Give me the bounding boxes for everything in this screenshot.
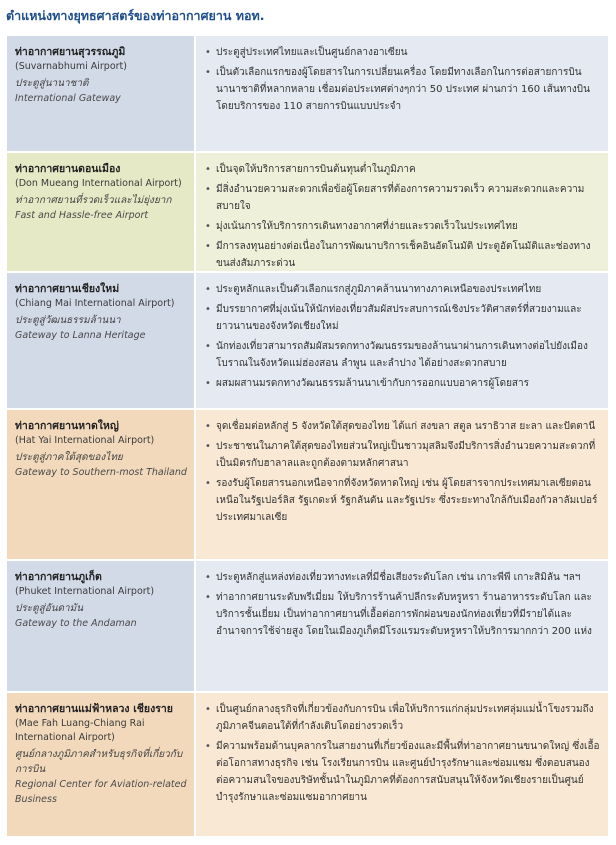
list-item: • มีบรรยากาศที่มุ่งเน้นให้นักท่องเที่ยวสัมผัสประสบการณ์เชิงประวัติศาสตร์ที่สวยงามและยาวนานของจังหวัดเชียงใหม่	[202, 301, 600, 335]
description-cell	[196, 273, 608, 408]
airport-name-th: ท่าอากาศยานภูเก็ต	[15, 571, 102, 583]
description-cell	[196, 153, 608, 271]
list-item: • มุ่งเน้นการให้บริการการเดินทางอากาศที่ง่ายและรวดเร็วในประเทศไทย	[202, 218, 600, 235]
airport-name-en: (Phuket International Airport)	[15, 586, 155, 597]
list-item: • มีความพร้อมด้านบุคลากรในสายงานที่เกี่ยวข้องและมีพื้นที่ท่าอากาศยานขนาดใหญ่ ซึ่งเอื้อต่อโอกาสทางธุรกิจ เช่น โรงเรียนการบิน และศูนย์บำรุงรักษาและซ่อมแซม ซึ่งตอบสนองต่อความสนใจของบริษัทชั้นนำในภูมิภาคที่ต้องการสนับสนุนให้จังหวัดเชียงรายเป็นศูนย์บำรุงรักษาและซ่อมแซมอากาศยาน	[202, 738, 600, 806]
table-row-phuket	[7, 561, 608, 693]
list-item: • เป็นตัวเลือกแรกของผู้โดยสารในการเปลี่ยนเครื่อง โดยมีทางเลือกในการต่อสายการบินนานาชาติที่หลากหลาย เชื่อมต่อประเทศต่างๆกว่า 50 ประเทศ ผ่านกว่า 160 เส้นทางบิน โดยบริการของ 110 สายการบินแบบประจำ	[202, 64, 600, 115]
list-item: • ประชาชนในภาคใต้สุดของไทยส่วนใหญ่เป็นชาวมุสลิมจึงมีบริการสิ่งอำนวยความสะดวกที่เป็นมิตรกับฮาลาลและถูกต้องตามหลักศาสนา	[202, 438, 600, 472]
list-item: • มีสิ่งอำนวยความสะดวกเพื่อข้อผู้โดยสารที่ต้องการความรวดเร็ว ความสะดวกและความสบายใจ	[202, 181, 600, 215]
list-item: • ผสมผสานมรดกทางวัฒนธรรมล้านนาเข้ากับการออกแบบอาคารผู้โดยสาร	[202, 375, 600, 392]
page-title: ตำแหน่งทางยุทธศาสตร์ของท่าอากาศยาน ทอท.	[6, 8, 265, 23]
list-item: • ประตูหลักสู่แหล่งท่องเที่ยวทางทะเลที่มีชื่อเสียงระดับโลก เช่น เกาะพีพี เกาะสิมิลัน ฯลฯ	[202, 569, 600, 586]
table-row-suvarnabhumi	[7, 36, 608, 153]
airport-table	[7, 34, 608, 838]
table-row-hat-yai	[7, 410, 608, 561]
list-item: • เป็นศูนย์กลางธุรกิจที่เกี่ยวข้องกับการบิน เพื่อให้บริการแก่กลุ่มประเทศลุ่มแม่น้ำโขงรวมถึงภูมิภาคจีนตอนใต้ที่กำลังเติบโตอย่างรวดเร็ว	[202, 701, 600, 735]
airport-name-en: (Mae Fah Luang-Chiang Rai International Airport)	[15, 718, 145, 743]
gateway-en: Gateway to Southern-most Thailand	[15, 467, 187, 478]
gateway-en: Gateway to the Andaman	[15, 618, 137, 629]
gateway-en: Gateway to Lanna Heritage	[15, 330, 146, 341]
airport-name-th: ท่าอากาศยานหาดใหญ่	[15, 420, 119, 432]
airport-name-th: ท่าอากาศยานสุวรรณภูมิ	[15, 46, 126, 58]
gateway-th: ประตูสู่อันดามัน	[15, 603, 84, 614]
table-row-don-mueang	[7, 153, 608, 273]
table-row-chiang-mai	[7, 273, 608, 410]
airport-cell	[7, 36, 196, 151]
airport-name-en: (Hat Yai International Airport)	[15, 435, 155, 446]
list-item: • รองรับผู้โดยสารนอกเหนือจากที่จังหวัดหาดใหญ่ เช่น ผู้โดยสารจากประเทศมาเลเซียตอนเหนือในรัฐเปอร์ลิส รัฐเกดะห์ รัฐกลันตัน และรัฐเประ ซึ่งระยะทางใกล้กับเมืองกัวลาลัมเปอร์ ประเทศมาเลเซีย	[202, 475, 600, 526]
airport-name-th: ท่าอากาศยานแม่ฟ้าหลวง เชียงราย	[15, 703, 173, 715]
airport-cell	[7, 410, 196, 559]
airport-cell	[7, 273, 196, 408]
gateway-th: ประตูสู่ภาคใต้สุดของไทย	[15, 452, 123, 463]
airport-name-en: (Don Mueang International Airport)	[15, 178, 182, 189]
list-item: • นักท่องเที่ยวสามารถสัมผัสมรดกทางวัฒนธรรมของล้านนาผ่านการเดินทางต่อไปยังเมืองโบราณในจังหวัดแม่ฮ่องสอน ลำพูน และลำปาง ได้อย่างสะดวกสบาย	[202, 338, 600, 372]
airport-cell	[7, 561, 196, 691]
list-item: • เป็นจุดให้บริการสายการบินต้นทุนต่ำในภูมิภาค	[202, 161, 600, 178]
gateway-en: International Gateway	[15, 93, 121, 104]
airport-name-th: ท่าอากาศยานดอนเมือง	[15, 163, 121, 175]
description-cell	[196, 410, 608, 559]
description-cell	[196, 36, 608, 151]
table-row-chiang-rai	[7, 693, 608, 838]
gateway-en: Fast and Hassle-free Airport	[15, 210, 149, 221]
list-item: • ประตูสู่ประเทศไทยและเป็นศูนย์กลางอาเซียน	[202, 44, 600, 61]
airport-cell	[7, 693, 196, 836]
airport-name-th: ท่าอากาศยานเชียงใหม่	[15, 283, 120, 295]
gateway-th: ประตูสู่นานาชาติ	[15, 78, 89, 89]
list-item: • มีการลงทุนอย่างต่อเนื่องในการพัฒนาบริการเช็คอินอัตโนมัติ ประตูอัตโนมัติและช่องทางขนส่งสัมภาระด่วน	[202, 238, 600, 272]
description-cell	[196, 561, 608, 691]
gateway-en: Regional Center for Aviation-related Business	[15, 779, 187, 805]
gateway-th: ศูนย์กลางภูมิภาคสำหรับธุรกิจที่เกี่ยวกับการบิน	[15, 749, 183, 775]
airport-name-en: (Suvarnabhumi Airport)	[15, 61, 127, 72]
airport-cell	[7, 153, 196, 271]
list-item: • จุดเชื่อมต่อหลักสู่ 5 จังหวัดใต้สุดของไทย ได้แก่ สงขลา สตูล นราธิวาส ยะลา และปัตตานี	[202, 418, 600, 435]
description-cell	[196, 693, 608, 836]
gateway-th: ท่าอากาศยานที่รวดเร็วและไม่ยุ่งยาก	[15, 195, 172, 206]
list-item: • ประตูหลักและเป็นตัวเลือกแรกสู่ภูมิภาคล้านนาทางภาคเหนือของประเทศไทย	[202, 281, 600, 298]
list-item: • ท่าอากาศยานระดับพรีเมี่ยม ให้บริการร้านค้าปลีกระดับหรูหรา ร้านอาหารระดับโลก และบริการชั้นเยี่ยม เป็นท่าอากาศยานที่เอื้อต่อการพักผ่อนของนักท่องเที่ยวที่มีรายได้และอำนาจการใช้จ่ายสูง โดยในเมืองภูเก็ตมีโรงแรมระดับหรูหราให้บริการมากกว่า 200 แห่ง	[202, 589, 600, 640]
airport-name-en: (Chiang Mai International Airport)	[15, 298, 175, 309]
gateway-th: ประตูสู่วัฒนธรรมล้านนา	[15, 315, 121, 326]
